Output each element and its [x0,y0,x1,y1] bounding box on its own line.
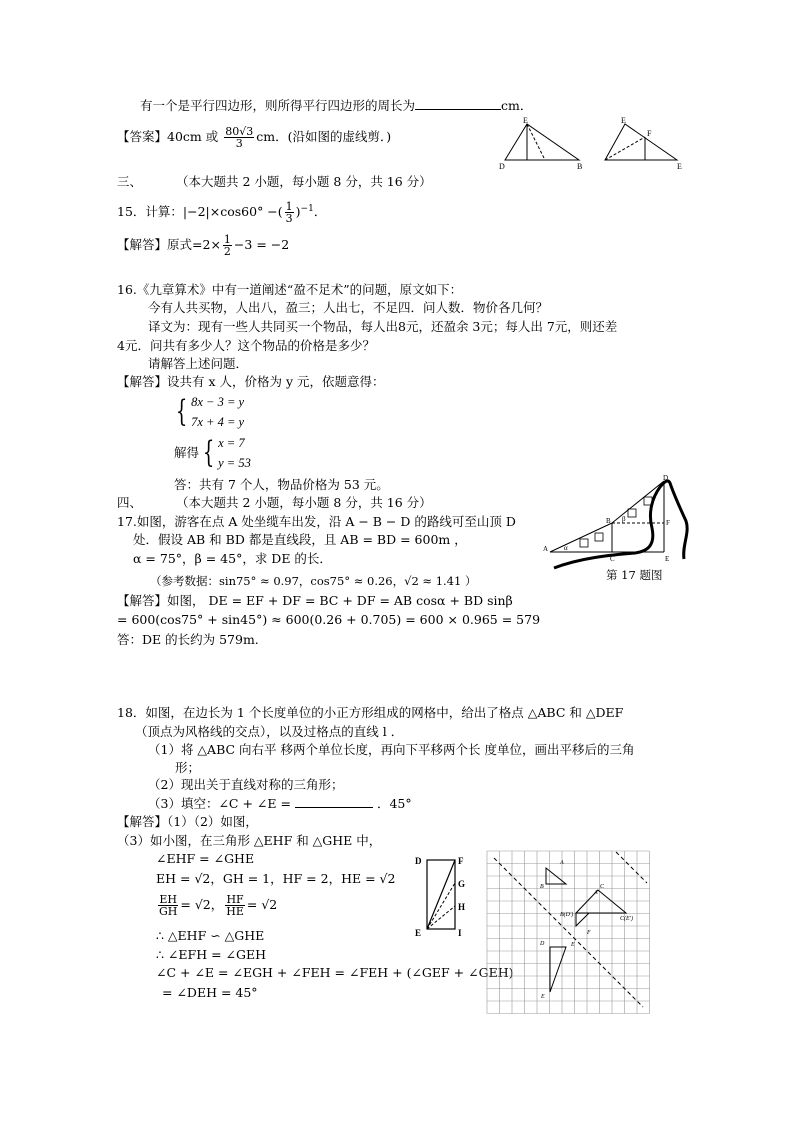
q18-s8: = ∠DEH = 45° [162,985,258,1000]
symmetry-line-l-1 [494,858,643,1007]
svg-text:I: I [458,928,462,938]
q18-answer: 【解答】（1）（2）如图， [117,814,258,829]
q14-tail-text: 有一个是平行四边形，则所得平行四边形的周长为 [140,98,416,113]
answer-tag: 【解答】 [117,374,168,389]
q16-solution: 解得 { x = 7 y = 53 [174,435,251,470]
triangle-def [550,947,566,992]
q18-s5: ∴ △EHF ∽ △GHE [156,928,265,943]
q18-small-figure [410,852,470,940]
q18-s4: $\frac{EH}{GH}$ = √2， $\frac{HF}{HE}$ = √2 [159,893,278,918]
svg-text:F: F [666,519,670,527]
q17-answer1: 【解答】如图， DE = EF + DF = BC + DF = AB cosα + BD sinβ [117,593,513,608]
svg-text:E: E [677,162,682,171]
q16-line4: 4元．问共有多少人？这个物品的价格是多少？ [117,338,375,353]
svg-text:E: E [571,942,575,948]
q18-line2: （顶点为风格线的交点），以及过格点的直线 l ． [135,724,404,739]
svg-text:A': A' [594,890,599,896]
svg-text:E: E [415,928,422,938]
q14-answer-a: 40cm 或 [167,129,219,144]
q17-conclusion: 答：DE 的长约为 579m. [117,632,259,647]
svg-text:A: A [560,860,564,866]
q14-fraction: $\frac{80√3}{3}$ [225,125,254,150]
q16-answer: 【解答】设共有 x 人，价格为 y 元，依题意得： [117,374,385,389]
svg-text:D: D [415,856,422,866]
q17-line3: α = 75°，β = 45°，求 DE 的长． [133,551,332,566]
svg-text:β: β [622,515,626,523]
q18-answer-blank [295,807,373,808]
answer-tag: 【解答】 [117,593,168,608]
q15-answer: 【解答】原式=2× $\frac{1}{2}$ −3 = −2 [117,233,290,258]
q16-conclusion: 答：共有 7 个人，物品价格为 53 元。 [174,477,389,492]
q16-line2: 今有人共买物，人出八，盈三；人出七，不足四．问人数．物价各几何？ [148,300,549,315]
q17-answer2: = 600(cos75° + sin45°) ≈ 600(0.26 + 0.705) = 600 × 0.965 = 579 [117,612,541,627]
section-4-heading: 四、 （本大题共 2 小题，每小题 8 分，共 16 分） [117,495,432,510]
q17-reference: （参考数据：sin75° ≈ 0.97，cos75° ≈ 0.26，√2 ≈ 1.41 ） [150,574,477,588]
svg-text:F: F [647,129,652,138]
svg-text:D: D [663,474,669,482]
svg-text:E: E [665,555,670,563]
q18-grid-figure [486,850,650,1014]
svg-text:F: F [458,856,464,866]
q17-figure-caption: 第 17 题图 [606,568,663,582]
q18-line5: （2）现出关于直线对称的三角形； [148,777,344,792]
answer-tag: 【答案】 [117,129,168,144]
q14-fig-left [499,116,582,171]
q18-line1: 18．如图，在边长为 1 个长度单位的小正方形组成的网格中，给出了格点 △ABC 和 △DEF [117,705,624,720]
svg-text:C(E'): C(E') [620,916,633,922]
q14-tail [140,98,532,114]
svg-text:E: E [541,994,545,1000]
symmetry-line-l-2 [616,852,647,883]
q18-line6: （3）填空：∠C + ∠E = ．45° [148,796,412,811]
q18-s3: EH = √2，GH = 1，HF = 2，HE = √2 [156,871,396,886]
svg-text:D: D [540,941,545,947]
q14-tail-unit: cm． [501,98,533,113]
q18-s1: （3）如小图，在三角形 △EHF 和 △GHE 中， [117,833,382,848]
q17-figure [540,473,690,573]
svg-text:H: H [458,902,466,912]
svg-text:B: B [540,884,544,890]
q14-answer [117,124,391,150]
q17-line2: 处．假设 AB 和 BD 都是直线段，且 AB = BD = 600m ， [133,532,467,547]
svg-text:F: F [587,930,591,936]
svg-text:B: B [577,162,583,171]
svg-text:B: B [606,517,611,525]
svg-text:C: C [610,555,615,563]
svg-text:α: α [564,544,568,552]
q16-line1: 16.《九章算术》中有一道阐述“盈不足术”的问题，原文如下： [117,282,463,297]
svg-text:E: E [621,116,626,125]
q17-line1: 17.如图，游客在点 A 处坐缆车出发，沿 A − B − D 的路线可至山顶 D [117,514,516,529]
answer-tag: 【解答】 [117,237,168,252]
triangle-abc-translated [576,890,626,913]
svg-text:D: D [499,162,505,171]
q14-fig-right [605,116,682,171]
svg-text:G: G [458,879,466,889]
q18-s7: ∠C + ∠E = ∠EGH + ∠FEH = ∠FEH + (∠GEF + ∠GEH) [156,965,514,980]
svg-text:E: E [523,116,528,125]
q16-system: { 8x − 3 = y 7x + 4 = y [175,394,245,429]
svg-text:C: C [600,884,605,890]
q14-answer-b: cm．(沿如图的虚线剪．) [256,129,392,144]
q16-line5: 请解答上述问题． [148,356,249,371]
svg-text:B(D'): B(D') [560,912,574,918]
q16-line3: 译文为：现有一些人共同买一个物品，每人出8元，还盈余 3元；每人出 7元，则还差 [148,319,618,334]
q14-figures [495,114,690,172]
q18-line3: （1）将 △ABC 向右平 移两个单位长度，再向下平移两个长 度单位，画出平移后的三角 [148,742,635,757]
q18-s2: ∠EHF = ∠GHE [156,851,255,866]
q18-line4: 形； [175,760,201,775]
section-3-heading: 三、 （本大题共 2 小题，每小题 8 分，共 16 分） [117,174,432,189]
q14-answer-blank [415,109,501,110]
q18-s6: ∴ ∠EFH = ∠GEH [156,947,267,962]
answer-tag: 【解答】 [117,814,168,829]
svg-text:A: A [543,545,549,553]
q15-question: 15．计算：|−2|×cos60° −( $\frac{1}{3}$ )$^{-1}$． [117,200,327,226]
